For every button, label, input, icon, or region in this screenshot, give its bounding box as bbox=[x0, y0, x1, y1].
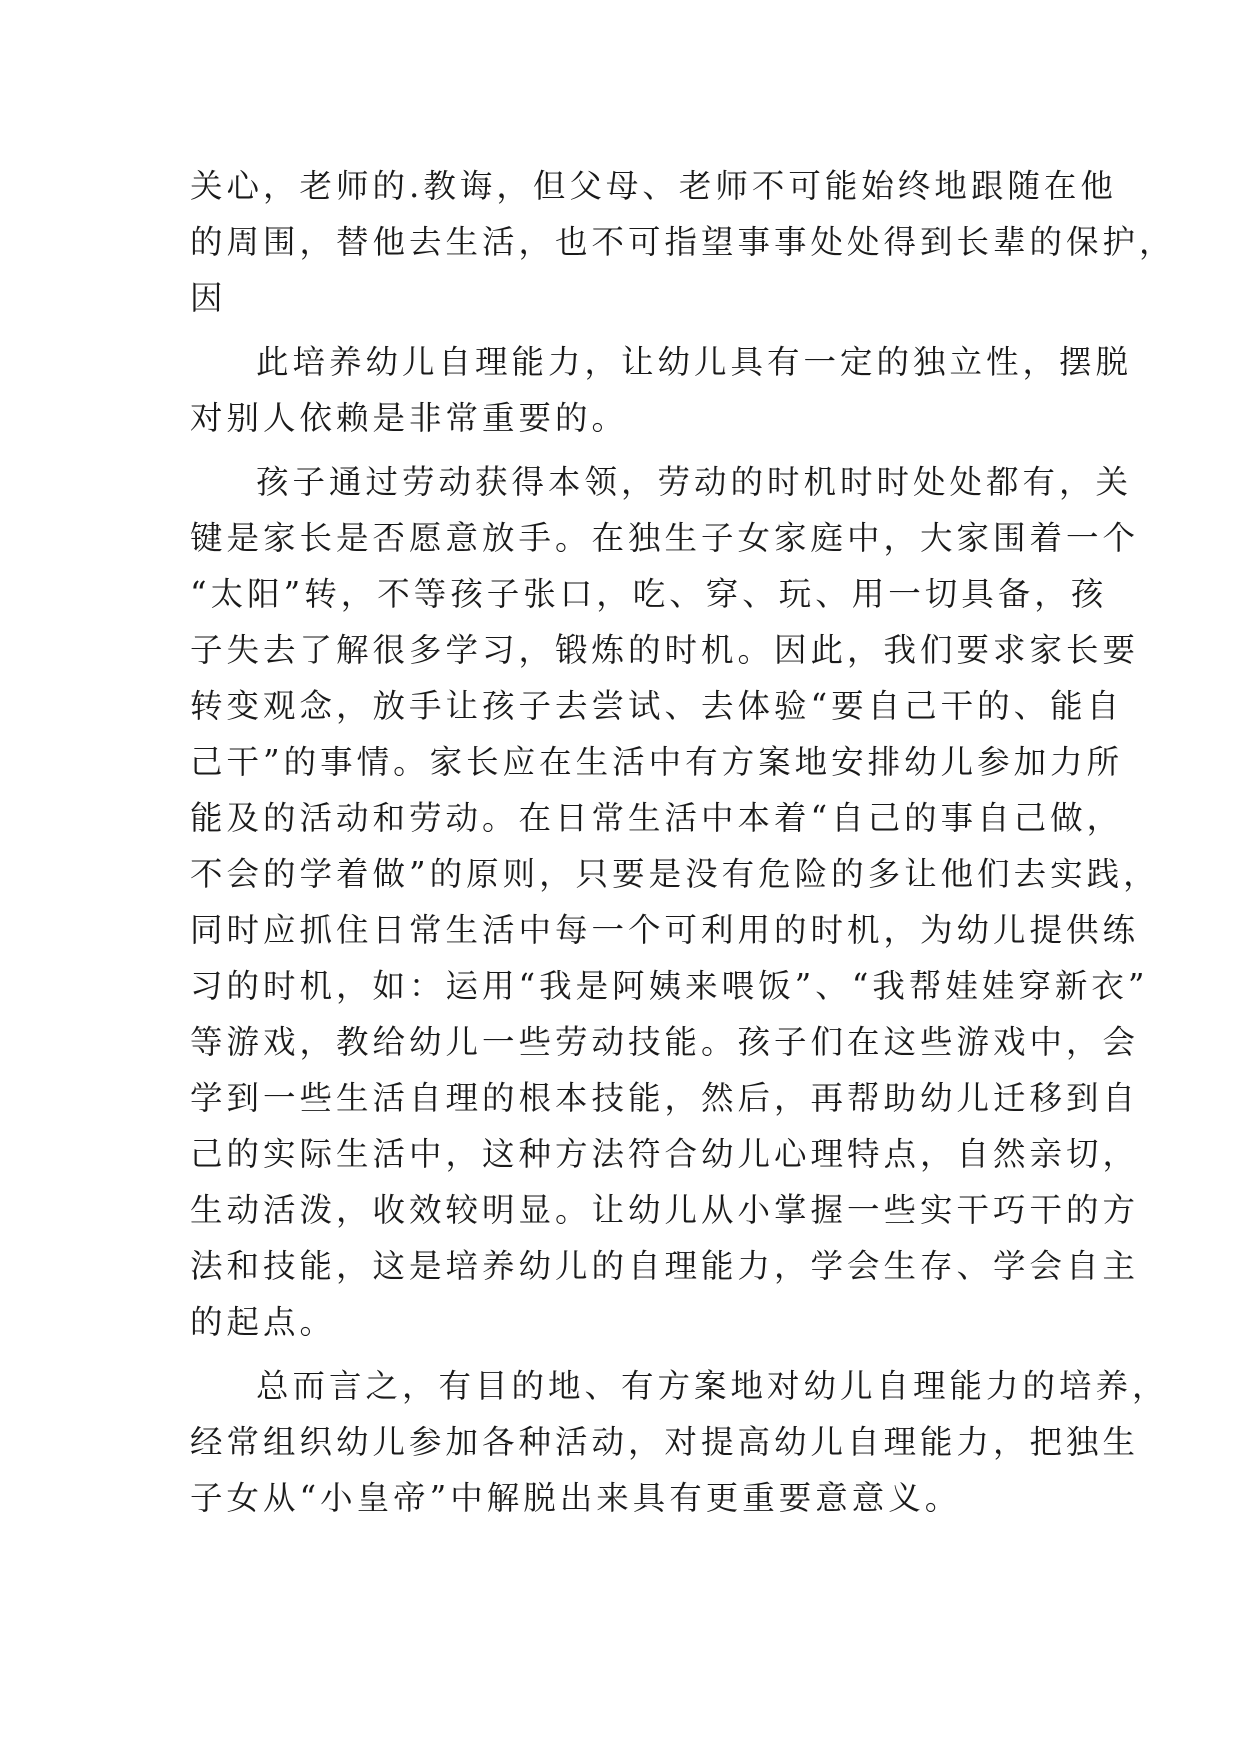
text-line: 对别人依赖是非常重要的。 bbox=[190, 399, 629, 437]
text-line: 己的实际生活中，这种方法符合幼儿心理特点，自然亲切， bbox=[190, 1135, 1140, 1173]
text-line: 习的时机，如：运用“我是阿姨来喂饭”、“我帮娃娃穿新衣” bbox=[190, 967, 1149, 1005]
text-line: 经常组织幼儿参加各种活动，对提高幼儿自理能力，把独生 bbox=[190, 1423, 1140, 1461]
text-line: 不会的学着做”的原则，只要是没有危险的多让他们去实践， bbox=[190, 855, 1160, 893]
paragraph-2 bbox=[190, 334, 1133, 446]
paragraph-1 bbox=[190, 158, 1176, 326]
text-line: 同时应抓住日常生活中每一个可利用的时机，为幼儿提供练 bbox=[190, 911, 1140, 949]
text-line: 能及的活动和劳动。在日常生活中本着“自己的事自己做， bbox=[190, 799, 1124, 837]
text-line: 己干”的事情。家长应在生活中有方案地安排幼儿参加力所 bbox=[190, 743, 1124, 781]
paragraph-4 bbox=[190, 1358, 1169, 1526]
text-line: 键是家长是否愿意放手。在独生子女家庭中，大家围着一个 bbox=[190, 519, 1140, 557]
text-line: “太阳”转，不等孩子张口，吃、穿、玩、用一切具备，孩 bbox=[190, 575, 1108, 613]
paragraph-3 bbox=[190, 454, 1160, 1350]
text-line: 生动活泼，收效较明显。让幼儿从小掌握一些实干巧干的方 bbox=[190, 1191, 1140, 1229]
text-line: 总而言之，有目的地、有方案地对幼儿自理能力的培养， bbox=[256, 1367, 1169, 1405]
text-line: 关心，老师的.教诲，但父母、老师不可能始终地跟随在他 bbox=[190, 167, 1117, 205]
text-line: 孩子通过劳动获得本领，劳动的时机时时处处都有，关 bbox=[256, 463, 1133, 501]
text-line: 转变观念，放手让孩子去尝试、去体验“要自己干的、能自 bbox=[190, 687, 1124, 725]
text-line: 此培养幼儿自理能力，让幼儿具有一定的独立性，摆脱 bbox=[256, 343, 1133, 381]
text-line: 等游戏，教给幼儿一些劳动技能。孩子们在这些游戏中，会 bbox=[190, 1023, 1140, 1061]
text-line: 因 bbox=[190, 279, 227, 317]
document-body bbox=[190, 158, 1176, 1526]
text-line: 子女从“小皇帝”中解脱出来具有更重要意意义。 bbox=[190, 1479, 962, 1517]
text-line: 的起点。 bbox=[190, 1303, 337, 1341]
text-line: 学到一些生活自理的根本技能，然后，再帮助幼儿迁移到自 bbox=[190, 1079, 1140, 1117]
text-line: 的周围，替他去生活，也不可指望事事处处得到长辈的保护， bbox=[190, 223, 1176, 261]
text-line: 子失去了解很多学习，锻炼的时机。因此，我们要求家长要 bbox=[190, 631, 1140, 669]
text-line: 法和技能，这是培养幼儿的自理能力，学会生存、学会自主 bbox=[190, 1247, 1140, 1285]
